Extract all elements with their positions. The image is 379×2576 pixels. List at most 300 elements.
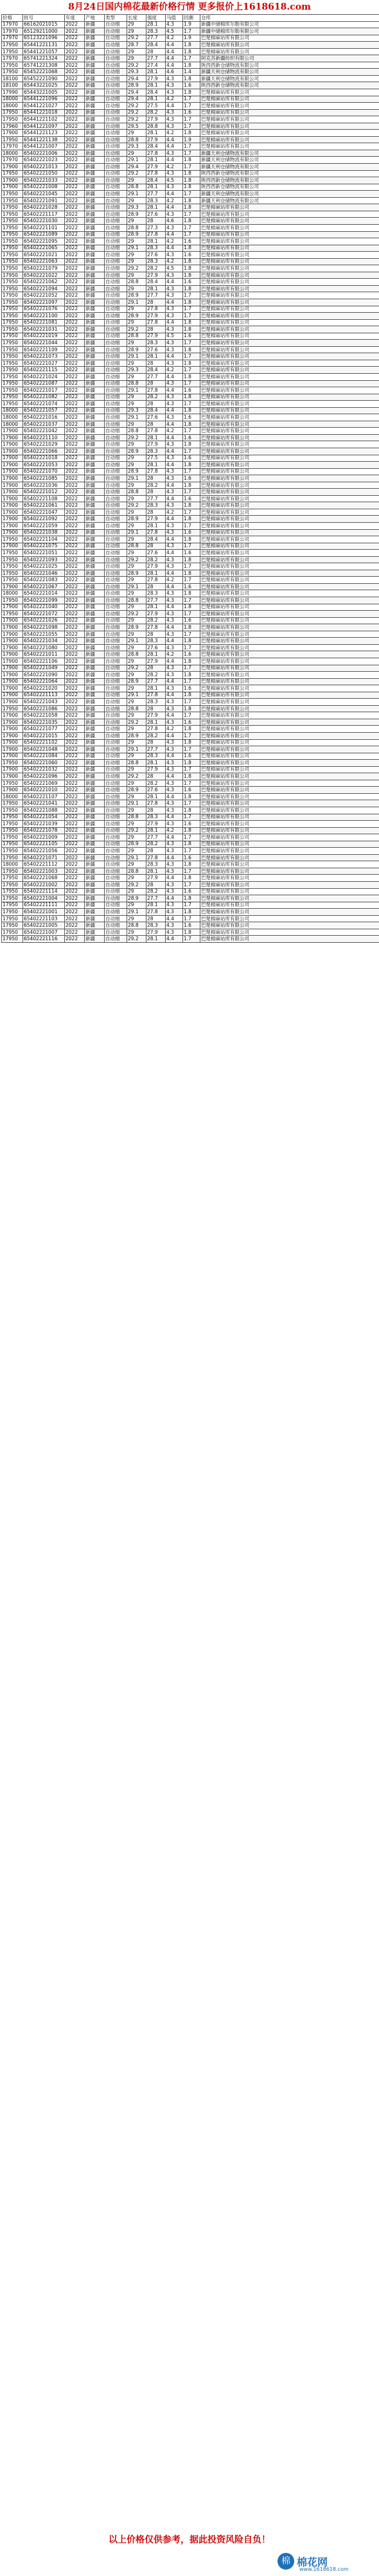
table-cell: 自动细 xyxy=(105,319,127,326)
table-cell: 17950 xyxy=(2,373,23,380)
table-cell: 4.4 xyxy=(166,834,183,841)
table-cell: 新疆 xyxy=(85,516,105,523)
table-cell: 自动细 xyxy=(105,401,127,408)
table-cell: 1.7 xyxy=(183,509,200,516)
table-cell: 自动细 xyxy=(105,313,127,320)
table-row xyxy=(2,638,379,645)
table-cell: 巴楚棉麻站库有限公司 xyxy=(200,617,379,624)
table-cell: 新疆 xyxy=(85,123,105,130)
table-cell: 新疆 xyxy=(85,875,105,882)
table-cell: 新疆 xyxy=(85,55,105,62)
table-cell: 29.3 xyxy=(127,204,146,211)
table-cell: 28.9 xyxy=(127,624,146,631)
table-cell: 17950 xyxy=(2,882,23,889)
table-cell: 2022 xyxy=(65,353,85,360)
table-row xyxy=(2,62,379,69)
table-cell: 1.6 xyxy=(183,238,200,245)
table-row xyxy=(2,150,379,157)
table-cell: 17950 xyxy=(2,116,23,123)
table-cell: 17900 xyxy=(2,462,23,469)
table-cell: 新疆 xyxy=(85,394,105,401)
table-cell: 28.2 xyxy=(146,732,166,739)
table-cell: 65402221005 xyxy=(23,922,65,929)
table-cell: 17950 xyxy=(2,380,23,387)
table-cell: 自动细 xyxy=(105,577,127,584)
table-cell: 巴楚棉麻站库有限公司 xyxy=(200,448,379,455)
table-cell: 巴楚棉麻站库有限公司 xyxy=(200,109,379,116)
table-row xyxy=(2,360,379,367)
table-cell: 65402221044 xyxy=(23,340,65,347)
table-row xyxy=(2,888,379,895)
table-cell: 1.8 xyxy=(183,875,200,882)
table-cell: 27.7 xyxy=(146,191,166,198)
table-cell: 巴楚棉麻站库有限公司 xyxy=(200,326,379,333)
table-cell: 29 xyxy=(127,218,146,225)
table-cell: 27.8 xyxy=(146,854,166,861)
table-cell: 27.9 xyxy=(146,116,166,123)
table-cell: 4.2 xyxy=(166,827,183,834)
table-cell: 自动细 xyxy=(105,807,127,814)
table-cell: 65402221111 xyxy=(23,902,65,909)
table-cell: 2022 xyxy=(65,380,85,387)
table-cell: 2022 xyxy=(65,130,85,137)
table-cell: 65402221078 xyxy=(23,827,65,834)
table-cell: 18000 xyxy=(2,861,23,868)
table-cell: 自动细 xyxy=(105,814,127,821)
table-cell: 4.2 xyxy=(166,96,183,103)
table-cell: 新疆 xyxy=(85,62,105,69)
table-cell: 65402221018 xyxy=(23,455,65,462)
table-cell: 65402221034 xyxy=(23,638,65,645)
table-cell: 自动细 xyxy=(105,611,127,618)
table-cell: 巴楚棉麻站库有限公司 xyxy=(200,590,379,597)
table-cell: 新疆 xyxy=(85,631,105,638)
table-cell: 自动细 xyxy=(105,523,127,530)
table-cell: 新疆天利仓储物流有限公司 xyxy=(200,150,379,157)
table-cell: 27.8 xyxy=(146,306,166,313)
table-cell: 新疆 xyxy=(85,583,105,590)
table-cell: 4.3 xyxy=(166,21,183,28)
table-row xyxy=(2,658,379,665)
table-cell: 4.2 xyxy=(166,238,183,245)
table-cell: 新疆 xyxy=(85,882,105,889)
table-cell: 65402221027 xyxy=(23,360,65,367)
table-cell: 27.8 xyxy=(146,170,166,177)
table-cell: 17900 xyxy=(2,604,23,611)
table-cell: 28.9 xyxy=(127,516,146,523)
table-cell: 2022 xyxy=(65,509,85,516)
table-cell: 17950 xyxy=(2,218,23,225)
table-row xyxy=(2,326,379,333)
table-cell: 27.7 xyxy=(146,495,166,502)
table-cell: 新疆 xyxy=(85,103,105,110)
table-cell: 2022 xyxy=(65,516,85,523)
table-cell: 1.8 xyxy=(183,421,200,428)
table-cell: 自动细 xyxy=(105,888,127,895)
table-cell: 17950 xyxy=(2,69,23,76)
table-cell: 18000 xyxy=(2,150,23,157)
table-cell: 17950 xyxy=(2,577,23,584)
table-row xyxy=(2,543,379,550)
table-cell: 65402221096 xyxy=(23,773,65,780)
table-cell: 巴楚棉麻站库有限公司 xyxy=(200,597,379,604)
table-cell: 1.8 xyxy=(183,75,200,82)
table-cell: 巴楚棉麻站库有限公司 xyxy=(200,746,379,753)
table-cell: 4.4 xyxy=(166,136,183,143)
table-cell: 1.7 xyxy=(183,699,200,706)
table-row xyxy=(2,191,379,198)
table-cell: 1.8 xyxy=(183,197,200,204)
table-cell: 65441221123 xyxy=(23,130,65,137)
table-cell: 自动细 xyxy=(105,556,127,563)
table-cell: 17900 xyxy=(2,658,23,665)
table-cell: 4.3 xyxy=(166,414,183,421)
table-cell: 自动细 xyxy=(105,35,127,42)
table-cell: 65402221042 xyxy=(23,428,65,435)
table-cell: 1.7 xyxy=(183,428,200,435)
table-cell: 自动细 xyxy=(105,502,127,509)
table-cell: 4.3 xyxy=(166,719,183,726)
table-cell: 29 xyxy=(127,150,146,157)
table-cell: 65402221060 xyxy=(23,760,65,767)
table-cell: 1.8 xyxy=(183,841,200,848)
table-cell: 2022 xyxy=(65,157,85,164)
table-cell: 4.4 xyxy=(166,732,183,739)
table-cell: 28.3 xyxy=(146,814,166,821)
table-cell: 2022 xyxy=(65,550,85,557)
table-row xyxy=(2,123,379,130)
table-cell: 2022 xyxy=(65,895,85,902)
table-cell: 65441221007 xyxy=(23,143,65,150)
table-cell: 2022 xyxy=(65,563,85,570)
table-cell: 2022 xyxy=(65,753,85,760)
table-cell: 巴楚棉麻站库有限公司 xyxy=(200,272,379,279)
table-cell: 2022 xyxy=(65,834,85,841)
table-cell: 1.8 xyxy=(183,739,200,746)
table-cell: 29.1 xyxy=(127,475,146,482)
table-cell: 1.6 xyxy=(183,888,200,895)
table-cell: 27.6 xyxy=(146,346,166,353)
table-cell: 29.2 xyxy=(127,265,146,272)
table-cell: 自动细 xyxy=(105,915,127,922)
table-cell: 28.4 xyxy=(146,407,166,414)
table-cell: 自动细 xyxy=(105,780,127,787)
table-cell: 巴楚棉麻站库有限公司 xyxy=(200,313,379,320)
table-cell: 29.4 xyxy=(127,164,146,171)
table-cell: 4.2 xyxy=(166,726,183,733)
table-cell: 新疆 xyxy=(85,313,105,320)
table-cell: 自动细 xyxy=(105,428,127,435)
table-cell: 65402221057 xyxy=(23,407,65,414)
table-cell: 65402221114 xyxy=(23,888,65,895)
table-cell: 1.7 xyxy=(183,55,200,62)
table-cell: 65402221063 xyxy=(23,258,65,265)
watermark-url: www.1618618.com xyxy=(299,2566,349,2572)
table-cell: 28.1 xyxy=(146,157,166,164)
table-cell: 1.6 xyxy=(183,279,200,286)
table-cell: 2022 xyxy=(65,617,85,624)
table-cell: 自动细 xyxy=(105,489,127,496)
table-row xyxy=(2,197,379,204)
table-cell: 28.1 xyxy=(146,936,166,943)
table-row xyxy=(2,21,379,28)
table-cell: 65402221007 xyxy=(23,929,65,936)
table-cell: 自动细 xyxy=(105,373,127,380)
table-cell: 28.2 xyxy=(146,394,166,401)
table-cell: 自动细 xyxy=(105,42,127,49)
table-row xyxy=(2,434,379,441)
table-cell: 新疆 xyxy=(85,299,105,306)
table-cell: 17950 xyxy=(2,333,23,340)
table-cell: 65402221047 xyxy=(23,509,65,516)
table-cell: 巴楚棉麻站库有限公司 xyxy=(200,665,379,672)
table-cell: 4.3 xyxy=(166,468,183,475)
table-row xyxy=(2,760,379,767)
table-cell: 65741221324 xyxy=(23,55,65,62)
table-row xyxy=(2,401,379,408)
table-cell: 65402221011 xyxy=(23,651,65,658)
table-cell: 自动细 xyxy=(105,279,127,286)
table-cell: 17900 xyxy=(2,502,23,509)
table-cell: 28 xyxy=(146,326,166,333)
table-cell: 1.8 xyxy=(183,265,200,272)
table-cell: 2022 xyxy=(65,42,85,49)
table-row xyxy=(2,462,379,469)
table-cell: 65402221117 xyxy=(23,211,65,218)
table-cell: 2022 xyxy=(65,536,85,543)
table-cell: 28.4 xyxy=(146,143,166,150)
table-cell: 自动细 xyxy=(105,333,127,340)
table-row xyxy=(2,577,379,584)
table-cell: 新疆 xyxy=(85,401,105,408)
table-cell: 自动细 xyxy=(105,563,127,570)
table-cell: 65402221079 xyxy=(23,265,65,272)
table-cell: 65402221105 xyxy=(23,841,65,848)
table-cell: 65402221061 xyxy=(23,502,65,509)
table-cell: 29.4 xyxy=(127,89,146,96)
table-cell: 自动细 xyxy=(105,28,127,35)
table-cell: 自动细 xyxy=(105,48,127,55)
table-cell: 2022 xyxy=(65,421,85,428)
table-cell: 2022 xyxy=(65,658,85,665)
table-cell: 新疆 xyxy=(85,272,105,279)
table-cell: 自动细 xyxy=(105,516,127,523)
table-cell: 29 xyxy=(127,455,146,462)
table-cell: 27.8 xyxy=(146,909,166,916)
table-cell: 自动细 xyxy=(105,482,127,489)
table-cell: 新疆 xyxy=(85,150,105,157)
table-row xyxy=(2,529,379,536)
table-cell: 巴楚棉麻站库有限公司 xyxy=(200,692,379,699)
table-cell: 自动细 xyxy=(105,875,127,882)
table-cell: 27.9 xyxy=(146,272,166,279)
table-cell: 巴楚棉麻站库有限公司 xyxy=(200,441,379,448)
table-cell: 自动细 xyxy=(105,590,127,597)
table-cell: 17900 xyxy=(2,617,23,624)
table-cell: 17900 xyxy=(2,434,23,441)
table-row xyxy=(2,394,379,401)
table-cell: 27.8 xyxy=(146,800,166,807)
table-cell: 4.3 xyxy=(166,699,183,706)
table-cell: 17950 xyxy=(2,265,23,272)
table-cell: 28.1 xyxy=(146,434,166,441)
table-cell: 65402221116 xyxy=(23,936,65,943)
table-cell: 29.2 xyxy=(127,556,146,563)
table-cell: 巴楚棉麻站库有限公司 xyxy=(200,909,379,916)
table-cell: 巴楚棉麻站库有限公司 xyxy=(200,699,379,706)
table-cell: 1.6 xyxy=(183,333,200,340)
table-cell: 1.8 xyxy=(183,658,200,665)
table-cell: 自动细 xyxy=(105,231,127,238)
table-cell: 17950 xyxy=(2,136,23,143)
table-cell: 巴楚棉麻站库有限公司 xyxy=(200,834,379,841)
table-cell: 新疆 xyxy=(85,367,105,374)
table-cell: 巴楚棉麻站库有限公司 xyxy=(200,732,379,739)
table-row xyxy=(2,739,379,746)
table-cell: 2022 xyxy=(65,434,85,441)
table-cell: 新疆天利仓储物流有限公司 xyxy=(200,197,379,204)
table-cell: 自动细 xyxy=(105,495,127,502)
table-cell: 65402221052 xyxy=(23,292,65,299)
table-cell: 4.3 xyxy=(166,529,183,536)
table-cell: 17900 xyxy=(2,583,23,590)
table-cell: 4.4 xyxy=(166,570,183,577)
table-cell: 17900 xyxy=(2,495,23,502)
table-cell: 29.3 xyxy=(127,143,146,150)
table-cell: 新疆 xyxy=(85,665,105,672)
table-cell: 17950 xyxy=(2,285,23,292)
table-cell: 新疆 xyxy=(85,96,105,103)
table-cell: 65402221082 xyxy=(23,394,65,401)
table-cell: 2022 xyxy=(65,793,85,800)
table-cell: 自动细 xyxy=(105,658,127,665)
table-cell: 29.2 xyxy=(127,773,146,780)
table-cell: 1.4 xyxy=(183,69,200,76)
table-cell: 4.3 xyxy=(166,292,183,299)
table-cell: 65402221083 xyxy=(23,577,65,584)
table-cell: 27.7 xyxy=(146,55,166,62)
table-row xyxy=(2,624,379,631)
table-row xyxy=(2,279,379,286)
table-cell: 27.7 xyxy=(146,597,166,604)
table-cell: 65443221005 xyxy=(23,89,65,96)
table-cell: 17950 xyxy=(2,62,23,69)
table-cell: 新疆 xyxy=(85,692,105,699)
table-cell: 28 xyxy=(146,665,166,672)
table-row xyxy=(2,814,379,821)
table-cell: 1.7 xyxy=(183,780,200,787)
table-cell: 28.2 xyxy=(146,109,166,116)
table-cell: 4.3 xyxy=(166,841,183,848)
table-cell: 1.6 xyxy=(183,414,200,421)
table-cell: 28 xyxy=(146,915,166,922)
table-cell: 2022 xyxy=(65,462,85,469)
table-cell: 27.9 xyxy=(146,164,166,171)
table-cell: 自动细 xyxy=(105,292,127,299)
table-cell: 自动细 xyxy=(105,509,127,516)
table-cell: 65402221106 xyxy=(23,658,65,665)
table-cell: 28.1 xyxy=(146,21,166,28)
table-cell: 28.9 xyxy=(127,292,146,299)
table-cell: 17900 xyxy=(2,448,23,455)
table-cell: 2022 xyxy=(65,150,85,157)
table-cell: 28.9 xyxy=(127,841,146,848)
table-cell: 17900 xyxy=(2,746,23,753)
table-cell: 29.2 xyxy=(127,882,146,889)
table-cell: 巴楚棉麻站库有限公司 xyxy=(200,848,379,855)
table-cell: 自动细 xyxy=(105,218,127,225)
table-cell: 新疆 xyxy=(85,827,105,834)
table-cell: 17950 xyxy=(2,807,23,814)
table-row xyxy=(2,502,379,509)
table-cell: 新疆 xyxy=(85,895,105,902)
table-cell: 自动细 xyxy=(105,340,127,347)
table-cell: 4.4 xyxy=(166,712,183,719)
table-cell: 28.4 xyxy=(146,177,166,184)
table-cell: 新疆中储棉库尔勒有限公司 xyxy=(200,21,379,28)
table-cell: 27.8 xyxy=(146,692,166,699)
table-cell: 2022 xyxy=(65,164,85,171)
table-cell: 4.6 xyxy=(166,218,183,225)
table-cell: 新疆 xyxy=(85,75,105,82)
table-cell: 巴楚棉麻站库有限公司 xyxy=(200,644,379,651)
table-cell: 29 xyxy=(127,604,146,611)
table-cell: 巴楚棉麻站库有限公司 xyxy=(200,42,379,49)
table-cell: 28.3 xyxy=(146,448,166,455)
table-cell: 4.3 xyxy=(166,441,183,448)
table-cell: 28.8 xyxy=(127,489,146,496)
table-cell: 自动细 xyxy=(105,109,127,116)
table-row xyxy=(2,583,379,590)
table-cell: 28.1 xyxy=(146,462,166,469)
table-cell: 29.2 xyxy=(127,611,146,618)
table-cell: 2022 xyxy=(65,89,85,96)
table-cell: 17900 xyxy=(2,739,23,746)
table-cell: 17970 xyxy=(2,157,23,164)
table-cell: 1.7 xyxy=(183,611,200,618)
table-cell: 17950 xyxy=(2,48,23,55)
table-cell: 28.1 xyxy=(146,760,166,767)
table-cell: 17950 xyxy=(2,536,23,543)
table-cell: 29.2 xyxy=(127,434,146,441)
table-cell: 65402221112 xyxy=(23,861,65,868)
table-cell: 1.8 xyxy=(183,462,200,469)
table-cell: 4.3 xyxy=(166,313,183,320)
table-cell: 17900 xyxy=(2,726,23,733)
table-cell: 自动细 xyxy=(105,909,127,916)
table-cell: 1.7 xyxy=(183,597,200,604)
table-cell: 2022 xyxy=(65,699,85,706)
table-row xyxy=(2,116,379,123)
table-cell: 2022 xyxy=(65,455,85,462)
table-cell: 新疆 xyxy=(85,170,105,177)
table-row xyxy=(2,712,379,719)
table-cell: 自动细 xyxy=(105,123,127,130)
table-cell: 自动细 xyxy=(105,746,127,753)
table-cell: 17900 xyxy=(2,712,23,719)
table-cell: 4.3 xyxy=(166,665,183,672)
table-cell: 29.1 xyxy=(127,583,146,590)
table-row xyxy=(2,651,379,658)
table-cell: 17950 xyxy=(2,340,23,347)
table-cell: 自动细 xyxy=(105,89,127,96)
table-cell: 巴楚棉麻站库有限公司 xyxy=(200,841,379,848)
table-cell: 28 xyxy=(146,421,166,428)
table-cell: 巴楚棉麻站库有限公司 xyxy=(200,421,379,428)
table-cell: 新疆 xyxy=(85,821,105,828)
table-cell: 1.7 xyxy=(183,902,200,909)
table-cell: 巴楚棉麻站库有限公司 xyxy=(200,475,379,482)
